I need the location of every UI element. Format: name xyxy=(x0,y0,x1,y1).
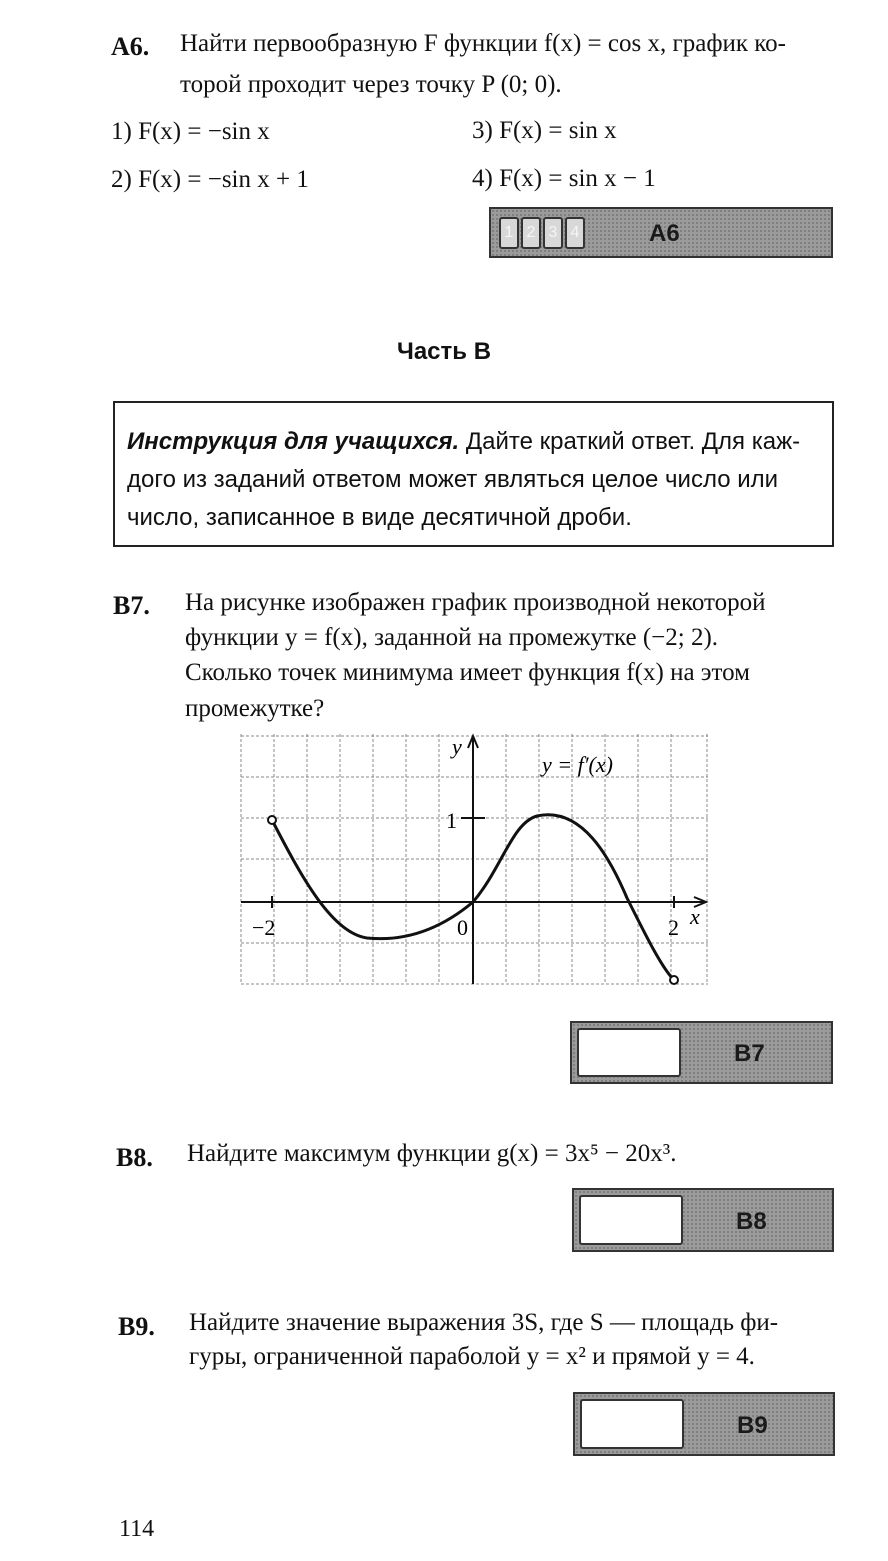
a6-question-line1: Найти первообразную F функции f(x) = cos x, график ко- xyxy=(180,30,787,57)
a6-option-2: 2) F(x) = −sin x + 1 xyxy=(111,166,309,193)
b7-line1: На рисунке изображен график производной некоторой xyxy=(185,589,766,616)
a6-option-1: 1) F(x) = −sin x xyxy=(111,118,270,145)
a6-answer-cell-3[interactable]: 3 xyxy=(543,217,563,249)
a6-option-3: 3) F(x) = sin x xyxy=(472,117,617,144)
x-axis-label: x xyxy=(690,904,700,929)
b7-line4: промежутке? xyxy=(185,695,325,722)
b8-answer-strip xyxy=(572,1188,834,1252)
b7-line2: функции y = f(x), заданной на промежутке (−2; 2). xyxy=(185,624,719,651)
a6-option-4: 4) F(x) = sin x − 1 xyxy=(472,165,656,192)
b9-answer-input[interactable] xyxy=(580,1399,684,1449)
b7-derivative-graph xyxy=(232,728,720,990)
instruction-text-3: число, записанное в виде десятичной дроби. xyxy=(127,504,632,531)
a6-answer-label: А6 xyxy=(649,220,680,247)
open-endpoint-left xyxy=(268,816,276,824)
b8-answer-input[interactable] xyxy=(579,1195,683,1245)
a6-question-line2: торой проходит через точку P (0; 0). xyxy=(180,71,562,98)
tick-label-1: 1 xyxy=(446,808,457,833)
a6-answer-strip xyxy=(489,207,833,258)
b9-answer-label: В9 xyxy=(737,1412,768,1439)
a6-answer-cell-1[interactable]: 1 xyxy=(499,217,519,249)
b9-line1: Найдите значение выражения 3S, где S — площадь фи- xyxy=(189,1309,779,1336)
y-axis-label: y xyxy=(452,734,462,759)
tick-label-neg2: −2 xyxy=(252,915,276,940)
part-b-heading: Часть В xyxy=(396,338,492,365)
b7-answer-label: В7 xyxy=(734,1040,765,1067)
a6-answer-cell-2[interactable]: 2 xyxy=(521,217,541,249)
a6-answer-cell-4[interactable]: 4 xyxy=(565,217,585,249)
instruction-box xyxy=(113,401,834,547)
b8-answer-label: В8 xyxy=(736,1208,767,1235)
page-number: 114 xyxy=(119,1516,155,1542)
b7-answer-strip xyxy=(570,1021,833,1084)
b8-number: В8. xyxy=(116,1143,153,1172)
tick-label-2: 2 xyxy=(668,915,679,940)
b9-number: В9. xyxy=(118,1312,155,1341)
instruction-line-1 xyxy=(127,423,800,461)
instruction-bold: Инструкция для учащихся. xyxy=(127,428,460,455)
graph-grid xyxy=(241,734,708,984)
b7-number: В7. xyxy=(113,591,150,620)
instruction-text-2: дого из заданий ответом может являться целое число или xyxy=(127,466,779,493)
b9-line2: гуры, ограниченной параболой y = x² и прямой y = 4. xyxy=(189,1343,755,1370)
b9-answer-strip xyxy=(573,1392,835,1456)
a6-number: A6. xyxy=(111,32,150,61)
b7-line3: Сколько точек минимума имеет функция f(x) на этом xyxy=(185,659,750,686)
curve-label: y = f′(x) xyxy=(542,752,613,777)
tick-label-0: 0 xyxy=(457,915,468,940)
b8-question: Найдите максимум функции g(x) = 3x⁵ − 20x³. xyxy=(187,1140,677,1167)
graph-axes xyxy=(241,736,706,984)
open-endpoint-right xyxy=(670,976,678,984)
instruction-text-1: Дайте краткий ответ. Для каж- xyxy=(459,428,801,455)
b7-answer-input[interactable] xyxy=(577,1028,681,1077)
